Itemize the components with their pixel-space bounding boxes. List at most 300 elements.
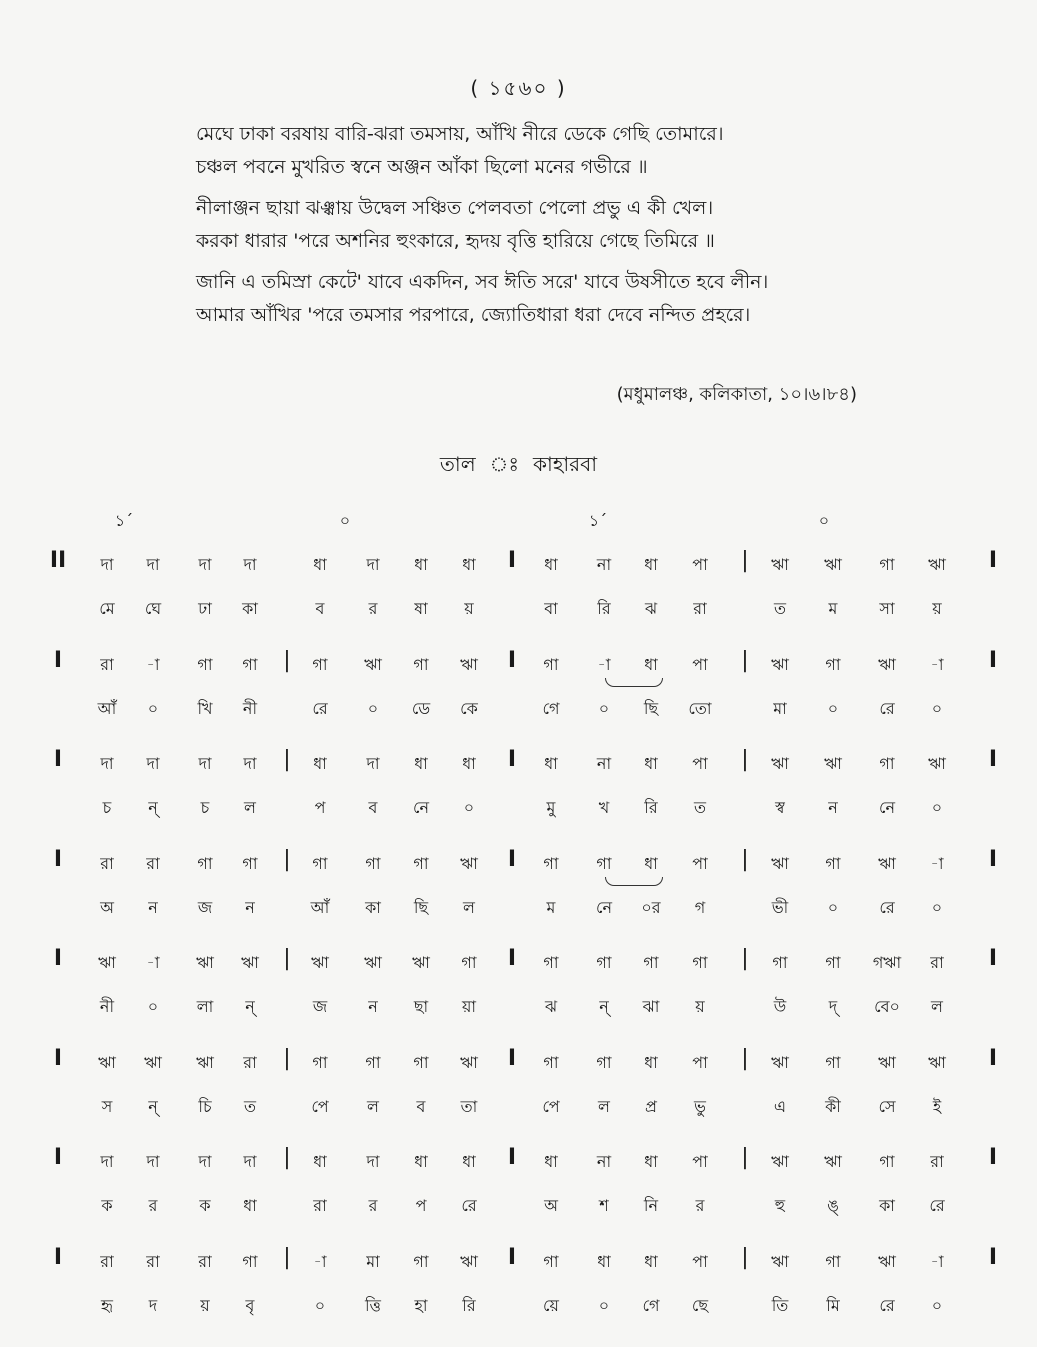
swara-note: ঋা [144, 1052, 162, 1072]
lyric-syllable: রা [313, 1196, 327, 1215]
lyric-syllable: নী [242, 698, 258, 718]
lyric-syllable: প [415, 1196, 427, 1215]
bar-line: | [741, 1244, 749, 1270]
bar-line: | [741, 846, 749, 872]
swara-note: রা [146, 1251, 160, 1271]
bar-line: I [507, 548, 517, 573]
swara-note: ঋা [878, 853, 896, 873]
lyric-syllable: র [148, 1196, 158, 1215]
swara-note: দা [146, 555, 160, 574]
notation-row [0, 544, 1037, 644]
swara-note: গঋা [872, 953, 902, 972]
swara-note: পা [692, 654, 708, 674]
slur-mark [605, 877, 663, 886]
lyric-syllable: রে [461, 1196, 477, 1215]
lyric-syllable: কা [242, 599, 258, 618]
bar-line: | [741, 1145, 749, 1170]
lyric-syllable: গ [694, 897, 706, 917]
bar-line: | [283, 1045, 291, 1071]
swara-note: ধা [462, 555, 476, 574]
lyric-syllable: খ [598, 798, 610, 817]
lyric-syllable: ০ [367, 698, 379, 718]
bar-line: I [53, 1045, 63, 1071]
swara-note: পা [692, 1152, 708, 1171]
swara-note: -া [930, 1251, 944, 1271]
lyric-syllable: ঘে [144, 599, 162, 618]
lyric-syllable: ত [773, 599, 786, 618]
source-citation: (মধুমালঞ্চ, কলিকাতা, ১০।৬।৮৪) [616, 384, 857, 405]
swara-note: ঋা [460, 1251, 478, 1271]
swara-note: গা [825, 953, 841, 972]
lyric-syllable: ছি [643, 698, 659, 718]
beat-marks [0, 508, 1037, 532]
swara-note: পা [692, 1251, 708, 1271]
swara-note: ধা [313, 555, 327, 574]
bar-line: I [507, 747, 517, 772]
swara-note: গা [461, 953, 477, 972]
page-number: ( ১৫৬০ ) [470, 76, 567, 100]
swara-note: ধা [644, 555, 658, 574]
lyric-syllable: প্র [645, 1096, 657, 1116]
lyric-syllable: রে [929, 1196, 945, 1215]
lyric-syllable: মু [546, 798, 556, 817]
swara-note: গা [692, 953, 708, 972]
lyric-syllable: ন [148, 897, 158, 917]
lyric-syllable: ছা [413, 997, 429, 1016]
lyric-syllable: ঝ [644, 599, 658, 618]
swara-note: দা [243, 754, 257, 773]
lyric-syllable: ক [199, 1196, 211, 1215]
taal-separator: ঃ [489, 452, 520, 476]
lyric-line: আমার আঁখির 'পরে তমসার পরপারে, জ্যোতিধারা ধরা দেবে নন্দিত প্রহরে। [196, 304, 751, 326]
lyric-syllable: স [101, 1096, 113, 1116]
lyric-syllable: নী [99, 997, 115, 1016]
lyric-syllable: চ [200, 798, 210, 817]
swara-note: দা [198, 754, 212, 773]
lyric-syllable: ০ [598, 698, 610, 718]
swara-note: গা [312, 1052, 328, 1072]
lyric-syllable: ০ [931, 798, 943, 817]
lyric-syllable: য় [695, 997, 705, 1016]
swara-note: দা [146, 1152, 160, 1171]
bar-line: | [283, 846, 291, 872]
swara-note: ঋা [928, 555, 946, 574]
lyric-syllable: ছি [413, 897, 429, 917]
swara-note: দা [198, 1152, 212, 1171]
taal-label: তাল [439, 452, 476, 476]
lyric-syllable: তা [460, 1096, 478, 1116]
lyric-syllable: র [368, 1196, 378, 1215]
swara-note: ধা [462, 1152, 476, 1171]
swara-note: গা [772, 953, 788, 972]
swara-note: গা [879, 754, 895, 773]
lyric-line: নীলাঞ্জন ছায়া ঝঞ্ঝায় উদ্বেল সঞ্চিত পেলবতা পেলো প্রভু এ কী খেল। [196, 197, 714, 219]
lyric-syllable: ব [315, 599, 325, 618]
lyric-syllable: ত [693, 798, 706, 817]
swara-note: গা [543, 654, 559, 674]
swara-note: গা [596, 953, 612, 972]
lyric-syllable: দ্ [828, 997, 838, 1016]
swara-note: ঋা [824, 754, 842, 773]
bar-line: I [988, 747, 998, 772]
swara-note: পা [692, 555, 708, 574]
bar-line: I [988, 1145, 998, 1170]
swara-note: গা [543, 1251, 559, 1271]
lyric-syllable: ল [463, 897, 475, 917]
swara-note: ঋা [771, 1251, 789, 1271]
lyric-syllable: ভু [694, 1096, 706, 1116]
lyric-syllable: অ [544, 1196, 558, 1215]
lyric-syllable: পে [311, 1096, 329, 1116]
swara-note: ঋা [460, 853, 478, 873]
swara-note: গা [879, 555, 895, 574]
lyric-syllable: গে [642, 1295, 660, 1315]
lyric-syllable: রি [597, 599, 611, 618]
lyric-syllable: য় [932, 599, 942, 618]
bar-line: I [507, 846, 517, 872]
swara-note: ঋা [196, 1052, 214, 1072]
lyric-syllable: ন [368, 997, 378, 1016]
lyric-syllable: ল [244, 798, 256, 817]
swara-note: গা [825, 654, 841, 674]
lyric-syllable: রি [462, 1295, 476, 1315]
swara-note: দা [198, 555, 212, 574]
swara-note: পা [692, 1052, 708, 1072]
swara-note: ধা [313, 1152, 327, 1171]
lyric-syllable: র [368, 599, 378, 618]
swara-note: ধা [644, 1052, 658, 1072]
swara-note: রা [198, 1251, 212, 1271]
swara-note: ঋা [196, 953, 214, 972]
beat-mark: ০ [818, 511, 830, 530]
lyric-syllable: ব [416, 1096, 426, 1116]
swara-note: ঋা [771, 1152, 789, 1171]
swara-note: গা [312, 853, 328, 873]
swara-note: ঋা [771, 654, 789, 674]
swara-note: ঋা [364, 953, 382, 972]
swara-note: গা [643, 953, 659, 972]
lyric-syllable: ০ [827, 698, 839, 718]
lyrics-block [196, 118, 916, 340]
swara-note: গা [242, 853, 258, 873]
lyric-syllable: তো [688, 698, 712, 718]
lyric-syllable: ০ [598, 1295, 610, 1315]
swara-note: ঋা [241, 953, 259, 972]
lyric-syllable: মা [773, 698, 787, 718]
lyric-line: মেঘে ঢাকা বরষায় বারি-ঝরা তমসায়, আঁখি নীরে ডেকে গেছি তোমারে। [196, 123, 724, 145]
swara-note: মা [366, 1251, 380, 1271]
swara-note: ঋা [878, 654, 896, 674]
lyric-syllable: চ [102, 798, 112, 817]
lyric-syllable: ঢা [198, 599, 212, 618]
lyric-syllable: ন্ [599, 997, 609, 1016]
swara-note: ঋা [364, 654, 382, 674]
lyric-syllable: নে [595, 897, 613, 917]
swara-note: গা [596, 1052, 612, 1072]
swara-note: ঋা [98, 1052, 116, 1072]
swara-note: ধা [414, 1152, 428, 1171]
taal-heading [0, 450, 1037, 483]
lyric-syllable: ০র [641, 897, 661, 917]
bar-line: I [507, 1045, 517, 1071]
swara-note: -া [930, 853, 944, 873]
swara-note: ঋা [878, 1251, 896, 1271]
lyric-syllable: মে [99, 599, 115, 618]
lyric-syllable: ম [546, 897, 556, 917]
swara-note: গা [543, 953, 559, 972]
lyric-syllable: পে [542, 1096, 560, 1116]
swara-note: -া [313, 1251, 327, 1271]
swara-note: ধা [462, 754, 476, 773]
swara-note: পা [692, 754, 708, 773]
swara-note: গা [365, 853, 381, 873]
bar-line: | [283, 747, 291, 772]
lyric-syllable: কা [365, 897, 381, 917]
lyric-syllable: খি [197, 698, 213, 718]
bar-line: I [988, 548, 998, 573]
swara-note: রা [930, 1152, 944, 1171]
swara-note: গা [197, 654, 213, 674]
lyric-syllable: ল [931, 997, 943, 1016]
swara-note: ঋা [771, 754, 789, 773]
lyric-syllable: ভী [771, 897, 789, 917]
lyric-syllable: হা [414, 1295, 428, 1315]
swara-note: ধা [644, 754, 658, 773]
lyric-syllable: ন [245, 897, 255, 917]
swara-note: ধা [414, 555, 428, 574]
swara-note: রা [100, 1251, 114, 1271]
lyric-syllable: সে [878, 1096, 896, 1116]
lyric-syllable: ম [828, 599, 838, 618]
swara-note: গা [413, 654, 429, 674]
swara-note: রা [146, 853, 160, 873]
swara-note: ঋা [771, 1052, 789, 1072]
lyric-syllable: ০ [463, 798, 475, 817]
swara-note: দা [146, 754, 160, 773]
notation-row [0, 843, 1037, 943]
swara-note: গা [197, 853, 213, 873]
bar-line: | [741, 1045, 749, 1071]
swara-note: -া [146, 654, 160, 674]
swara-note: ঋা [928, 754, 946, 773]
lyric-syllable: ০ [931, 698, 943, 718]
lyric-syllable: য় [464, 599, 474, 618]
notation-row [0, 1042, 1037, 1142]
swara-note: ধা [544, 1152, 558, 1171]
lyric-syllable: গে [542, 698, 560, 718]
lyric-line: চঞ্চল পবনে মুখরিত স্বনে অঞ্জন আঁকা ছিলো মনের গভীরে ॥ [196, 156, 648, 178]
lyric-syllable: দ [148, 1295, 158, 1315]
bar-line: | [741, 747, 749, 772]
bar-line: | [283, 1244, 291, 1270]
bar-line: I [988, 1244, 998, 1270]
swara-note: গা [543, 1052, 559, 1072]
lyric-syllable: কা [879, 1196, 895, 1215]
lyric-syllable: বা [544, 599, 558, 618]
bar-line: | [741, 647, 749, 673]
stanza-2 [196, 192, 916, 258]
swara-note: গা [413, 1052, 429, 1072]
swara-note: ধা [644, 1251, 658, 1271]
bar-line: | [741, 946, 749, 971]
lyric-syllable: রে [879, 1295, 895, 1315]
lyric-syllable: ছে [691, 1295, 709, 1315]
swara-note: ঋা [460, 1052, 478, 1072]
bar-line: | [283, 946, 291, 971]
lyric-syllable: রে [879, 897, 895, 917]
lyric-syllable: ল [598, 1096, 610, 1116]
notation-table [0, 544, 1037, 1340]
lyric-syllable: রি [644, 798, 658, 817]
lyric-syllable: ন্ [148, 798, 158, 817]
swara-note: দা [243, 1152, 257, 1171]
swara-note: -া [597, 654, 611, 674]
swara-note: গা [879, 1152, 895, 1171]
swara-note: ঋা [412, 953, 430, 972]
swara-note: গা [825, 1052, 841, 1072]
bar-line: I [988, 946, 998, 971]
bar-line: I [53, 946, 63, 971]
lyric-syllable: য় [200, 1295, 210, 1315]
lyric-syllable: য়ে [543, 1295, 559, 1315]
beat-mark: ১´ [114, 511, 134, 530]
lyric-syllable: ত [243, 1096, 256, 1116]
lyric-syllable: ন [828, 798, 838, 817]
lyric-syllable: রা [693, 599, 707, 618]
notation-row [0, 743, 1037, 843]
swara-note: গা [413, 853, 429, 873]
lyric-syllable: জ [312, 997, 328, 1016]
lyric-syllable: কী [825, 1096, 841, 1116]
bar-line: I [988, 647, 998, 673]
lyric-syllable: ০ [314, 1295, 326, 1315]
bar-line: I [53, 1244, 63, 1270]
swara-note: ঋা [771, 853, 789, 873]
lyric-syllable: ব [368, 798, 378, 817]
lyric-syllable: ক [101, 1196, 113, 1215]
lyric-syllable: ত্তি [364, 1295, 382, 1315]
lyric-syllable: র [695, 1196, 705, 1215]
lyric-line: জানি এ তমিস্রা কেটে' যাবে একদিন, সব ঈতি সরে' যাবে উষসীতে হবে লীন। [196, 271, 769, 293]
swara-note: না [596, 754, 612, 773]
swara-note: দা [100, 1152, 114, 1171]
lyric-syllable: নে [412, 798, 430, 817]
bar-line: I [507, 647, 517, 673]
swara-note: গা [312, 654, 328, 674]
lyric-syllable: আঁ [310, 897, 330, 917]
swara-note: দা [100, 555, 114, 574]
lyric-syllable: ০ [931, 897, 943, 917]
lyric-syllable: সা [879, 599, 895, 618]
swara-note: ঋা [460, 654, 478, 674]
swara-note: গা [825, 1251, 841, 1271]
lyric-syllable: নে [878, 798, 896, 817]
swara-note: ধা [644, 654, 658, 674]
bar-line: II [49, 548, 67, 573]
swara-note: রা [100, 654, 114, 674]
swara-note: ধা [597, 1251, 611, 1271]
swara-note: ঋা [928, 1052, 946, 1072]
swara-note: না [596, 555, 612, 574]
lyric-syllable: বৃ [245, 1295, 255, 1315]
bar-line: I [507, 1244, 517, 1270]
lyric-syllable: ডে [411, 698, 431, 718]
bar-line: I [507, 1145, 517, 1170]
swara-note: গা [365, 1052, 381, 1072]
swara-note: না [596, 1152, 612, 1171]
taal-name: কাহারবা [533, 452, 598, 476]
swara-note: দা [243, 555, 257, 574]
lyric-syllable: ০ [931, 1295, 943, 1315]
slur-mark [605, 678, 663, 687]
notation-row [0, 644, 1037, 744]
stanza-1 [196, 118, 916, 184]
lyric-syllable: ন্ [148, 1096, 158, 1116]
swara-note: গা [242, 654, 258, 674]
swara-note: -া [930, 654, 944, 674]
lyric-syllable: ল [367, 1096, 379, 1116]
lyric-syllable: স্ব [775, 798, 785, 817]
lyric-syllable: রে [879, 698, 895, 718]
lyric-syllable: হৃ [101, 1295, 113, 1315]
swara-note: ঋা [878, 1052, 896, 1072]
lyric-syllable: হু [774, 1196, 786, 1215]
swara-note: গা [596, 853, 612, 873]
lyric-syllable: চি [198, 1096, 212, 1116]
bar-line: | [283, 1145, 291, 1170]
lyric-syllable: নি [643, 1196, 659, 1215]
lyric-syllable: ০ [147, 698, 159, 718]
lyric-syllable: ঝা [642, 997, 660, 1016]
swara-note: দা [366, 754, 380, 773]
lyric-syllable: এ [773, 1096, 787, 1116]
lyric-syllable: বে০ [874, 997, 900, 1016]
lyric-syllable: আঁ [97, 698, 117, 718]
swara-note: ধা [313, 754, 327, 773]
lyric-syllable: ঝ [544, 997, 558, 1016]
lyric-syllable: জ [197, 897, 213, 917]
swara-note: ধা [644, 1152, 658, 1171]
lyric-syllable: মি [826, 1295, 840, 1315]
bar-line: I [988, 846, 998, 872]
lyric-syllable: লা [196, 997, 214, 1016]
lyric-syllable: ০ [147, 997, 159, 1016]
swara-note: রা [930, 953, 944, 972]
swara-note: রা [100, 853, 114, 873]
swara-note: রা [243, 1052, 257, 1072]
swara-note: দা [366, 1152, 380, 1171]
bar-line: | [283, 647, 291, 673]
lyric-syllable: কে [460, 698, 478, 718]
swara-note: ধা [544, 555, 558, 574]
lyric-syllable: প [314, 798, 326, 817]
swara-note: ঋা [771, 555, 789, 574]
lyric-line: করকা ধারার 'পরে অশনির হুংকারে, হৃদয় বৃত্তি হারিয়ে গেছে তিমিরে ॥ [196, 230, 715, 252]
lyric-syllable: ষা [414, 599, 428, 618]
beat-mark: ১´ [588, 511, 608, 530]
lyric-syllable: অ [100, 897, 114, 917]
lyric-syllable: উ [773, 997, 787, 1016]
bar-line: I [53, 846, 63, 872]
lyric-syllable: ই [932, 1096, 942, 1116]
notation-row [0, 1241, 1037, 1341]
bar-line: I [507, 946, 517, 971]
swara-note: ধা [544, 754, 558, 773]
stanza-3 [196, 266, 916, 332]
lyric-syllable: রে [312, 698, 328, 718]
bar-line: I [53, 647, 63, 673]
swara-note: গা [242, 1251, 258, 1271]
